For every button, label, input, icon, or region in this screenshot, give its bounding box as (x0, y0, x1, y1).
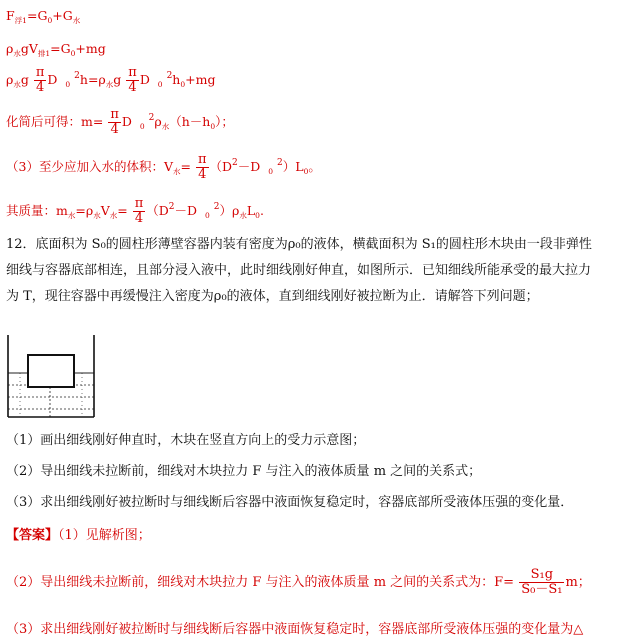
fraction-force-relation: $\frac{\text{S₁g}}{\text{S₀－S₁}}$ (521, 567, 563, 597)
equation-buoyancy-2: $\rho_水gV_{排1}=G_0+mg$ (6, 41, 106, 58)
container-figure (6, 333, 98, 423)
answer-line-1: 【答案】（1）见解析图； (6, 528, 151, 543)
question-list (6, 428, 632, 516)
problem-line: 为 T，现往容器中再缓慢注入密度为ρ₀的液体，直到细线刚好被拉断为止．请解答下列问题； (6, 289, 539, 304)
fraction-pi-over-4: $\frac{\pi}{4}$ (134, 196, 144, 226)
equation-simplified: 化简后可得：m= $\frac{\pi}{4}$ D $_0$ $^2\rho_水(h-h_0)$； (6, 107, 234, 137)
fraction-pi-over-4: $\frac{\pi}{4}$ (110, 107, 119, 137)
fraction-pi-over-4: $\frac{\pi}{4}$ (197, 152, 207, 182)
fraction-pi-over-4: $\frac{\pi}{4}$ (35, 65, 45, 95)
question-item: （2）导出细线未拉断前，细线对木块拉力 F 与注入的液体质量 m 之间的关系式； (6, 464, 482, 479)
question-item: （1）画出细线刚好伸直时，木块在竖直方向上的受力示意图； (6, 433, 366, 448)
answer-tag: 【答案】 (6, 528, 59, 543)
equation-water-mass: 其质量：$m_水=\rho_水V_水=$ $\frac{\pi}{4}$ （$D^2-D$ $_0$ $^2)\rho_水L_0$. (6, 196, 264, 226)
equation-buoyancy-3: $\rho_水g$ $\frac{\pi}{4}$ D $_0$ $^2h=\rho_水g$ $\frac{\pi}{4}$ D $_0$ $^2h_0+mg$ (6, 65, 216, 95)
fraction-pi-over-4: $\frac{\pi}{4}$ (128, 65, 137, 95)
equation-buoyancy-1: $F_{浮1}=G_0+G_水$ (6, 8, 81, 25)
answer-line-2: （2）导出细线未拉断前，细线对木块拉力 F 与注入的液体质量 m 之间的关系式为：F= $\frac{\text{S₁g}}{\text{S₀－S₁}}$ m； (6, 567, 591, 597)
problem-line: 12．底面积为 S₀的圆柱形薄壁容器内装有密度为ρ₀的液体，横截面积为 S₁的圆柱形木块由一段非弹性 (6, 237, 592, 252)
problem-statement (6, 232, 632, 310)
problem-line: 细线与容器底部相连，且部分浸入液中，此时细线刚好伸直，如图所示．已知细线所能承受的最大拉力 (6, 263, 592, 278)
answer-line-3: （3）求出细线刚好被拉断时与细线断后容器中液面恢复稳定时，容器底部所受液体压强的变化量为△ (6, 622, 584, 637)
question-item: （3）求出细线刚好被拉断时与细线断后容器中液面恢复稳定时，容器底部所受液体压强的变化量． (6, 495, 574, 510)
equation-water-volume: （3）至少应加入水的体积：$V_水=$ $\frac{\pi}{4}$ （$D^2-D$ $_0$ $^2)L_0$。 (6, 152, 321, 182)
